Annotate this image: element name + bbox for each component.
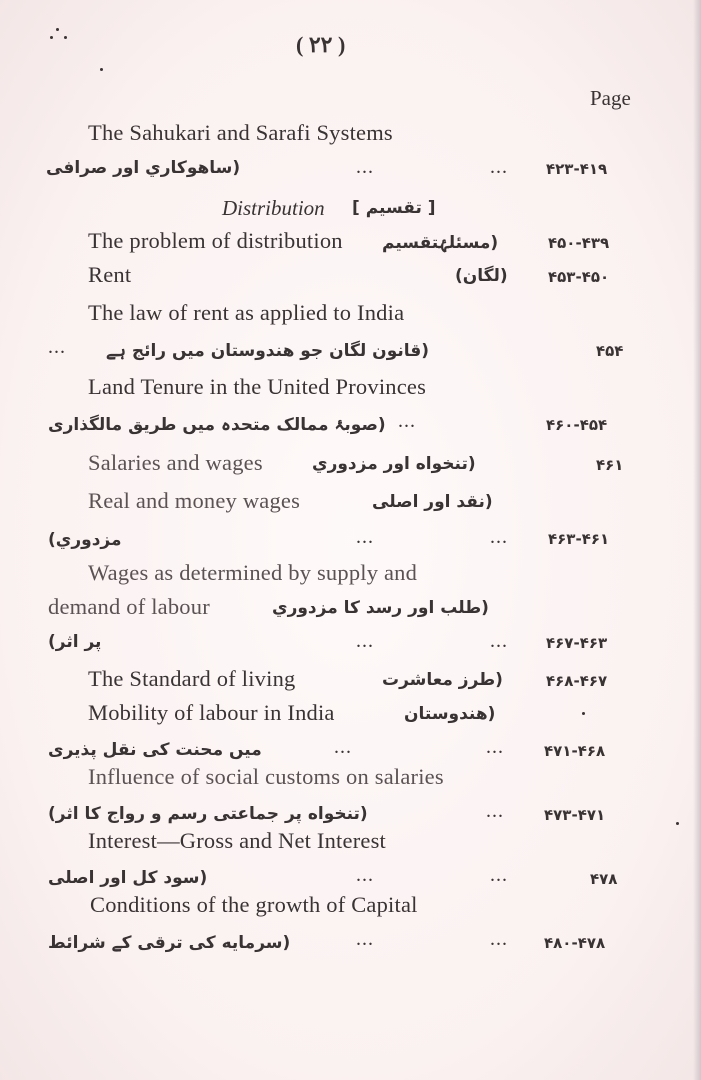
page-range: ۴۶۰-۴۵۴ xyxy=(546,416,608,434)
entry-title: Wages as determined by supply and xyxy=(88,560,418,585)
entry-urdu: (مسئلۂتقسيم xyxy=(382,233,499,253)
entry-urdu-continued: ميں محنت کی نقل پذيری xyxy=(48,740,262,760)
entry-title: The law of rent as applied to India xyxy=(88,300,405,325)
ink-speck xyxy=(582,712,585,715)
entry-urdu-continued: پر اثر) xyxy=(48,632,102,652)
ink-speck xyxy=(64,36,67,39)
leader-dots: ... xyxy=(490,864,508,886)
page-range: ۴۵۴ xyxy=(596,342,624,360)
page-range: ۴۶۱ xyxy=(596,456,624,474)
leader-dots: ... xyxy=(490,526,508,548)
entry-title: Mobility of labour in India xyxy=(88,700,335,725)
entry-title: Real and money wages xyxy=(88,488,301,513)
entry-title: Rent xyxy=(88,262,132,287)
entry-urdu: (صوبۂ ممالک متحدہ ميں طريق مالگذاری xyxy=(48,415,386,435)
entry-urdu: (تنخواه پر جماعتی رسم و رواج کا اثر) xyxy=(48,804,368,824)
entry-urdu: (هندوستان xyxy=(404,704,496,724)
page-range: ۴۷۸ xyxy=(590,870,618,888)
entry-title: The problem of distribution xyxy=(88,228,343,253)
page-range: ۴۵۳-۴۵۰ xyxy=(548,268,610,286)
leader-dots: ... xyxy=(356,156,374,178)
leader-dots: ... xyxy=(490,156,508,178)
leader-dots: ... xyxy=(490,928,508,950)
entry-urdu: (ساهوکاري اور صرافی xyxy=(46,158,241,178)
page-range: ۴۲۳-۴۱۹ xyxy=(546,160,608,178)
leader-dots: ... xyxy=(490,630,508,652)
page-range: ۴۷۳-۴۷۱ xyxy=(544,806,606,824)
entry-title: The Sahukari and Sarafi Systems xyxy=(88,120,393,145)
leader-dots: ... xyxy=(356,526,374,548)
ink-speck xyxy=(100,68,103,71)
entry-urdu: (تنخواه اور مزدوري xyxy=(312,454,476,474)
ink-speck xyxy=(56,28,59,31)
entry-title: The Standard of living xyxy=(88,666,296,691)
leader-dots: ... xyxy=(398,410,416,432)
entry-title: Land Tenure in the United Provinces xyxy=(88,374,427,399)
page-range: ۴۷۱-۴۶۸ xyxy=(544,742,606,760)
leader-dots: ... xyxy=(356,864,374,886)
entry-urdu: (طلب اور رسد کا مزدوري xyxy=(272,598,489,618)
entry-title: Influence of social customs on salaries xyxy=(88,764,444,789)
section-heading: Distribution xyxy=(222,196,325,220)
leader-dots: ... xyxy=(486,736,504,758)
section-heading-urdu: [ تقسيم ] xyxy=(352,198,436,218)
leader-dots: ... xyxy=(334,736,352,758)
entry-urdu: (نقد اور اصلی xyxy=(372,492,493,512)
page-edge-shadow xyxy=(693,0,701,1080)
entry-urdu: (سرمايه کی ترقی کے شرائط xyxy=(48,933,291,953)
page-number: ( ۲۲ ) xyxy=(296,32,346,57)
leader-dots: ... xyxy=(486,800,504,822)
leader-dots: ... xyxy=(356,630,374,652)
entry-urdu: (لگان) xyxy=(455,266,508,286)
ink-speck xyxy=(676,822,679,825)
page-range: ۴۶۸-۴۶۷ xyxy=(546,672,608,690)
entry-urdu: (سود کل اور اصلی xyxy=(48,868,208,888)
entry-title: Conditions of the growth of Capital xyxy=(90,892,418,917)
entry-urdu: (طرز معاشرت xyxy=(382,670,503,690)
entry-urdu-continued: مزدوري) xyxy=(48,530,122,550)
page-range: ۴۶۳-۴۶۱ xyxy=(548,530,610,548)
leader-dots: ... xyxy=(356,928,374,950)
entry-title: Salaries and wages xyxy=(88,450,263,475)
page-range: ۴۶۷-۴۶۳ xyxy=(546,634,608,652)
leader-dots: ... xyxy=(48,336,66,358)
entry-title: Interest—Gross and Net Interest xyxy=(88,828,386,853)
page-range: ۴۵۰-۴۳۹ xyxy=(548,234,610,252)
page-column-label: Page xyxy=(590,86,631,110)
page-range: ۴۸۰-۴۷۸ xyxy=(544,934,606,952)
entry-urdu: (قانون لگان جو هندوستان ميں رائج ہے xyxy=(106,341,430,361)
entry-title-continued: demand of labour xyxy=(48,594,210,619)
ink-speck xyxy=(50,36,53,39)
